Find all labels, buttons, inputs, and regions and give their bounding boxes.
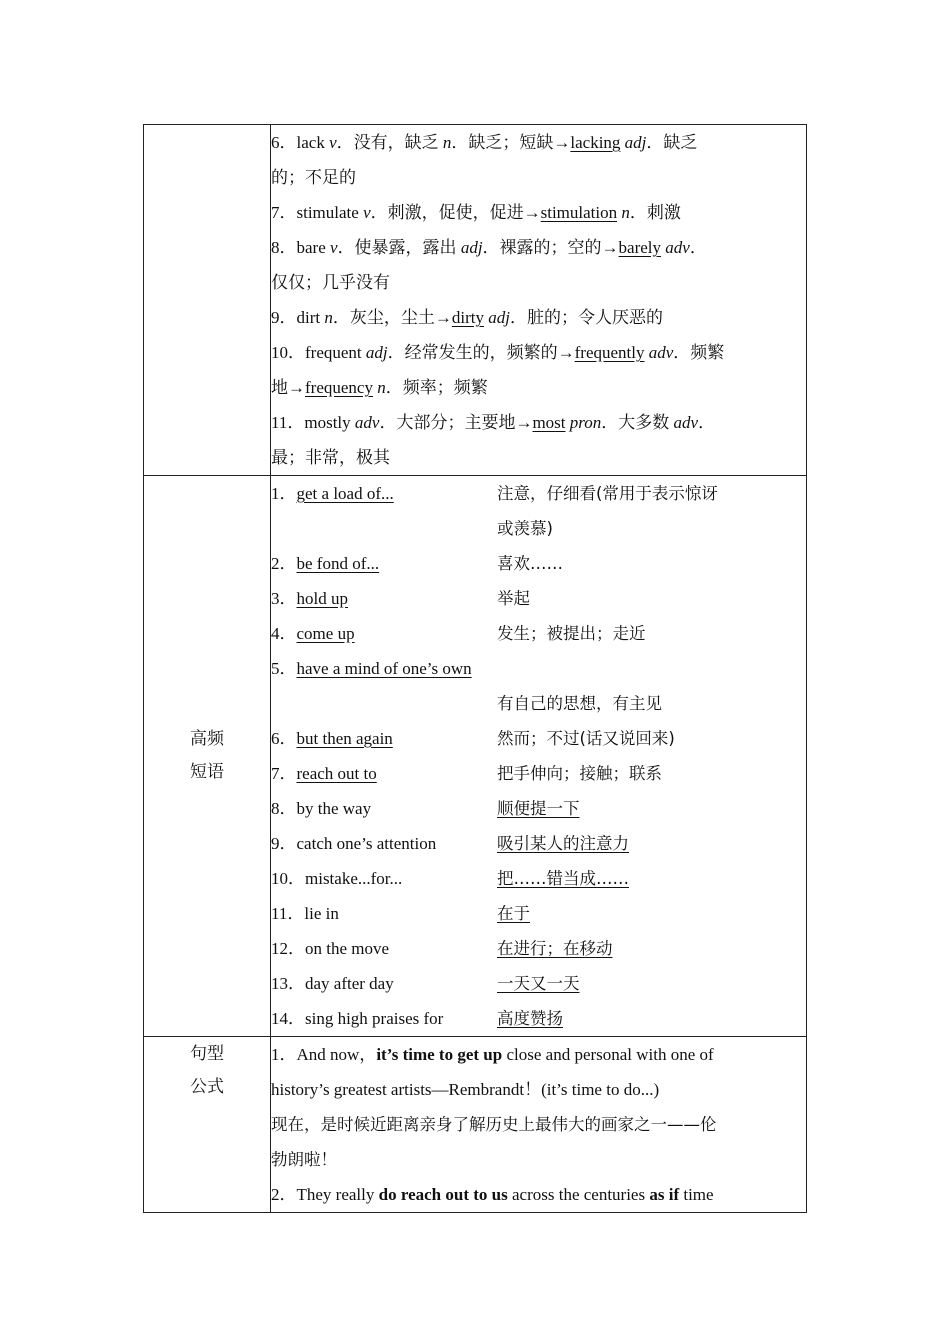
phrase-item	[271, 1001, 806, 1036]
part-of-speech: v	[329, 133, 337, 152]
phrase-number: 6．	[271, 729, 297, 748]
vocabulary-text: ．使暴露，露出	[337, 238, 461, 257]
sentences-category-label-1: 句型	[190, 1044, 224, 1064]
phrase-english	[271, 896, 339, 931]
phrase-meaning: 注意，仔细看(常用于表示惊讶	[497, 484, 718, 503]
vocabulary-text: ．频率；频繁	[385, 378, 488, 397]
phrase-english	[271, 651, 472, 686]
sentences-line	[271, 1037, 806, 1072]
sentences-text: close and personal with one of	[502, 1045, 714, 1064]
part-of-speech: n	[621, 203, 630, 222]
vocabulary-text: ．刺激	[629, 203, 681, 222]
phrase-meaning: 喜欢……	[497, 554, 563, 573]
phrase-english	[271, 826, 436, 861]
phrase-item	[271, 756, 806, 791]
phrase-answer: get a load of...	[296, 484, 394, 503]
phrase-meaning-answer: 把……错当成……	[497, 869, 629, 888]
phrase-english	[271, 616, 355, 651]
phrase-number: 9．catch one’s attention	[271, 834, 437, 853]
derived-word: barely	[618, 238, 662, 257]
vocabulary-text: ．灰尘，尘土→	[332, 308, 452, 327]
phrase-english	[271, 931, 389, 966]
phrase-answer: hold up	[296, 589, 348, 608]
vocabulary-text: ．大部分；主要地→	[379, 413, 533, 432]
phrase-meaning: 有自己的思想，有主见	[497, 694, 662, 713]
vocabulary-text: 10．frequent	[271, 343, 366, 362]
sentences-line	[271, 1107, 806, 1142]
sentences-text: history’s greatest artists—Rembrandt！(it’s time to do...)	[271, 1080, 660, 1099]
phrase-number: 3．	[271, 589, 297, 608]
phrase-english	[271, 581, 348, 616]
sentences-text: 现在，是时候近距离亲身了解历史上最伟大的画家之一——伦	[271, 1115, 717, 1134]
sentences-text: time	[679, 1185, 714, 1204]
vocabulary-text: 仅仅；几乎没有	[271, 273, 390, 292]
vocabulary-text: 地→	[271, 378, 305, 397]
phrase-answer: but then again	[296, 729, 393, 748]
part-of-speech: adv	[648, 343, 674, 362]
phrase-number: 13．day after day	[271, 974, 394, 993]
sentences-category-label-2: 公式	[190, 1077, 224, 1097]
vocabulary-text: 9．dirt	[271, 308, 325, 327]
sentences-text: across the centuries	[507, 1185, 650, 1204]
phrase-item	[271, 791, 806, 826]
vocabulary-text: 的；不足的	[271, 168, 356, 187]
vocabulary-text: ．裸露的；空的→	[482, 238, 619, 257]
part-of-speech: adv	[665, 238, 690, 257]
vocabulary-line	[271, 265, 806, 300]
phrase-number: 2．	[271, 554, 297, 573]
phrases-category-label-1: 高频	[190, 729, 224, 749]
phrase-english	[271, 791, 371, 826]
vocabulary-text: 8．bare	[271, 238, 331, 257]
sentences-row	[144, 1037, 807, 1213]
phrase-english	[271, 476, 394, 511]
phrase-item	[271, 721, 806, 756]
phrase-item	[271, 651, 806, 686]
phrase-item	[271, 686, 806, 721]
vocabulary-line	[271, 195, 806, 230]
derived-word: stimulation	[540, 203, 618, 222]
derived-word: dirty	[451, 308, 484, 327]
sentences-text: 勃朗啦！	[271, 1150, 337, 1169]
part-of-speech: adj	[488, 308, 510, 327]
phrase-english	[271, 966, 394, 1001]
phrases-row	[144, 476, 807, 1037]
phrase-number: 1．	[271, 484, 297, 503]
vocabulary-line	[271, 230, 806, 265]
sentences-text: 2．They really	[271, 1185, 379, 1204]
vocabulary-text: ．大多数	[601, 413, 674, 432]
sentences-category-cell	[144, 1037, 271, 1213]
phrase-number: 12．on the move	[271, 939, 390, 958]
phrase-meaning: 或羡慕)	[497, 519, 553, 538]
phrase-number: 11．lie in	[271, 904, 339, 923]
phrases-category-label-2: 短语	[190, 762, 224, 782]
vocabulary-line	[271, 160, 806, 195]
phrase-meaning: 举起	[497, 589, 530, 608]
vocabulary-list	[271, 125, 807, 476]
vocabulary-line	[271, 335, 806, 370]
phrase-item	[271, 511, 806, 546]
part-of-speech: pron	[569, 413, 602, 432]
vocabulary-text: 11．mostly	[271, 413, 355, 432]
vocabulary-text: ．刺激，促使，促进→	[370, 203, 541, 222]
vocabulary-text: ．	[698, 413, 716, 432]
part-of-speech: adv	[673, 413, 699, 432]
phrase-english	[271, 546, 379, 581]
vocabulary-text: ．缺乏	[646, 133, 698, 152]
sentences-line	[271, 1177, 806, 1212]
phrase-number: 5．	[271, 659, 297, 678]
part-of-speech: n	[377, 378, 386, 397]
phrase-english	[271, 756, 377, 791]
phrase-meaning-answer: 在于	[497, 904, 530, 923]
phrase-item	[271, 896, 806, 931]
sentences-list	[271, 1037, 807, 1213]
part-of-speech: adj	[460, 238, 483, 257]
phrase-item	[271, 931, 806, 966]
key-pattern: as if	[649, 1185, 680, 1204]
vocabulary-line	[271, 125, 806, 160]
phrase-answer: have a mind of one’s own	[296, 659, 472, 678]
vocabulary-line	[271, 440, 806, 475]
phrase-item	[271, 546, 806, 581]
part-of-speech: v	[363, 203, 371, 222]
phrase-meaning: 然而；不过(话又说回来)	[497, 729, 675, 748]
phrase-english	[271, 861, 402, 896]
vocabulary-row	[144, 125, 807, 476]
vocabulary-text: ．经常发生的，频繁的→	[387, 343, 575, 362]
phrase-item	[271, 476, 806, 511]
vocabulary-line	[271, 405, 806, 440]
part-of-speech: v	[330, 238, 338, 257]
phrase-number: 14．sing high praises for	[271, 1009, 444, 1028]
key-pattern: it’s time to get up	[376, 1045, 503, 1064]
part-of-speech: n	[324, 308, 333, 327]
vocabulary-text: ．缺乏；短缺→	[451, 133, 571, 152]
vocabulary-category-cell	[144, 125, 271, 476]
vocab-table	[143, 124, 807, 1213]
part-of-speech: adv	[354, 413, 380, 432]
derived-word: most	[532, 413, 566, 432]
vocabulary-text: ．频繁	[673, 343, 725, 362]
derived-word: lacking	[570, 133, 621, 152]
phrase-answer: reach out to	[296, 764, 377, 783]
part-of-speech: adj	[624, 133, 647, 152]
phrases-category-cell	[144, 476, 271, 1037]
vocabulary-text: 最；非常，极其	[271, 448, 390, 467]
phrase-answer: be fond of...	[296, 554, 380, 573]
part-of-speech: n	[442, 133, 452, 152]
phrase-number: 4．	[271, 624, 297, 643]
vocabulary-text: 6．lack	[271, 133, 330, 152]
phrases-list	[271, 476, 807, 1037]
phrase-number: 7．	[271, 764, 297, 783]
phrase-meaning-answer: 吸引某人的注意力	[497, 834, 629, 853]
vocabulary-line	[271, 370, 806, 405]
phrase-meaning-answer: 一天又一天	[497, 974, 580, 993]
phrase-number: 8．by the way	[271, 799, 372, 818]
phrase-meaning-answer: 在进行；在移动	[497, 939, 613, 958]
phrase-item	[271, 581, 806, 616]
phrase-english	[271, 721, 393, 756]
vocabulary-text: 7．stimulate	[271, 203, 364, 222]
phrase-number: 10．mistake...for...	[271, 869, 403, 888]
derived-word: frequency	[305, 378, 373, 397]
phrase-item	[271, 826, 806, 861]
phrase-item	[271, 861, 806, 896]
sentences-line	[271, 1142, 806, 1177]
phrase-item	[271, 966, 806, 1001]
phrase-meaning-answer: 高度赞扬	[497, 1009, 563, 1028]
sentences-text: 1．And now，	[271, 1045, 377, 1064]
phrase-answer: come up	[296, 624, 355, 643]
vocabulary-text: ．脏的；令人厌恶的	[509, 308, 663, 327]
derived-word: frequently	[574, 343, 645, 362]
key-pattern: do reach out to us	[378, 1185, 508, 1204]
vocabulary-text: ．	[689, 238, 707, 257]
phrase-meaning: 发生；被提出；走近	[497, 624, 646, 643]
phrase-english	[271, 1001, 443, 1036]
sentences-line	[271, 1072, 806, 1107]
phrase-item	[271, 616, 806, 651]
phrase-meaning-answer: 顺便提一下	[497, 799, 580, 818]
vocabulary-line	[271, 300, 806, 335]
phrase-meaning: 把手伸向；接触；联系	[497, 764, 662, 783]
vocabulary-text: ．没有，缺乏	[336, 133, 443, 152]
part-of-speech: adj	[365, 343, 388, 362]
